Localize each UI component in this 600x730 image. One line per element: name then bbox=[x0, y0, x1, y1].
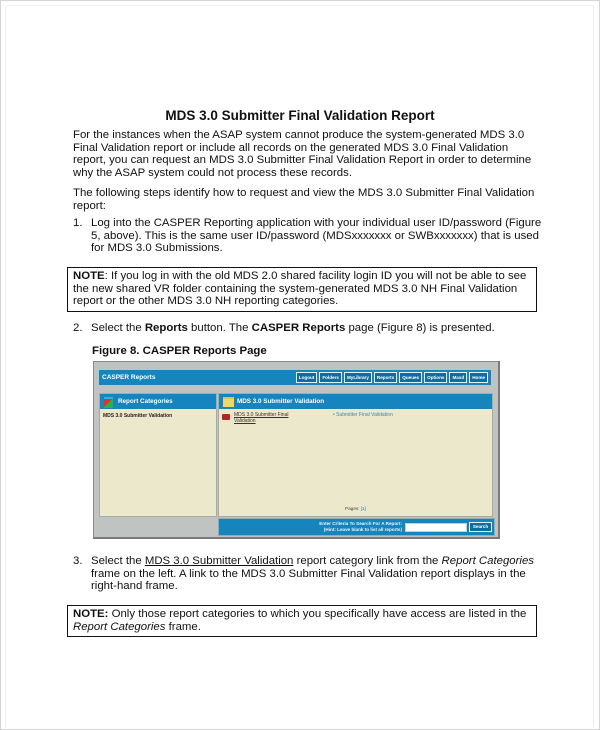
queues-button[interactable]: Queues bbox=[399, 372, 422, 383]
search-hint bbox=[319, 521, 402, 533]
step-text: Log into the CASPER Reporting application with your individual user ID/password (Figure 5, above). This is the same user ID/password (MDSxxxxxxx or SWBxxxxxxx) that is used for MDS 3.0 Submissions. bbox=[91, 217, 542, 255]
mds-submitter-validation-ref: MDS 3.0 Submitter Validation bbox=[144, 555, 294, 567]
step-text bbox=[91, 322, 543, 335]
note-label: NOTE: bbox=[73, 608, 109, 620]
reports-button[interactable]: Reports bbox=[374, 372, 397, 383]
mylibrary-button[interactable]: MyLibrary bbox=[344, 372, 372, 383]
note-box-login bbox=[67, 267, 537, 312]
folder-icon bbox=[223, 397, 234, 407]
pagination bbox=[219, 506, 492, 511]
casper-app-title: CASPER Reports bbox=[102, 374, 156, 381]
reports-button-ref: Reports bbox=[144, 322, 188, 334]
reports-list-title: MDS 3.0 Submitter Validation bbox=[237, 398, 325, 405]
options-button[interactable]: Options bbox=[424, 372, 447, 383]
note-label: NOTE bbox=[73, 270, 105, 282]
intro-paragraph: For the instances when the ASAP system cannot produce the system-generated MDS 3.0 Final Validation report or include all records on the generated MDS 3.0 Final Validation report, you can request an MDS 3.0 Submitter Final Validation Report in order to determine why the ASAP system could not process these records. bbox=[73, 129, 532, 179]
reports-list-header bbox=[219, 394, 492, 409]
note-text: frame. bbox=[165, 620, 201, 633]
step-text-part: frame on the left. A link to the MDS 3.0 Submitter Final Validation report displays in the right-hand frame. bbox=[91, 567, 526, 593]
step-text-part: Select the bbox=[91, 322, 145, 334]
folders-button[interactable]: Folders bbox=[319, 372, 342, 383]
report-description-text: Submitter Final Validation bbox=[336, 412, 393, 418]
casper-header-bar bbox=[99, 370, 491, 385]
document-title: MDS 3.0 Submitter Final Validation Report bbox=[165, 108, 435, 123]
report-categories-title: Report Categories bbox=[118, 398, 173, 405]
casper-reports-figure bbox=[93, 361, 500, 539]
maxd-button[interactable]: Maxd bbox=[449, 372, 467, 383]
step-text-part: button. The bbox=[187, 322, 252, 334]
search-hint-line1: Enter Criteria To Search For A Report: bbox=[319, 521, 402, 526]
category-link-mds-submitter-validation[interactable]: MDS 3.0 Submitter Validation bbox=[103, 413, 173, 419]
step-text-part: Select the bbox=[91, 555, 145, 567]
note-text: : If you log in with the old MDS 2.0 shared facility login ID you will not be able to see the new shared VR folder containing the system-generated MDS 3.0 NH Final Validation report or the other MDS 3.0 NH reporting categories. bbox=[73, 270, 527, 308]
report-icon bbox=[222, 414, 230, 420]
logout-button[interactable]: Logout bbox=[296, 372, 318, 383]
figure-caption: Figure 8. CASPER Reports Page bbox=[92, 345, 267, 357]
report-categories-icon bbox=[104, 397, 113, 408]
search-button[interactable]: Search bbox=[469, 522, 492, 532]
step-number: 3. bbox=[73, 555, 83, 567]
report-search-input[interactable] bbox=[405, 523, 467, 532]
report-link-final-validation[interactable]: MDS 3.0 Submitter Final Validation bbox=[234, 412, 289, 424]
step-text-part: report category link from the bbox=[293, 555, 442, 567]
step-text-part: page (Figure 8) is presented. bbox=[345, 322, 495, 334]
report-categories-panel bbox=[99, 393, 217, 517]
search-hint-line2: (Hint: Leave blank to list all reports) bbox=[323, 527, 402, 532]
step-number: 1. bbox=[73, 217, 83, 229]
step-number: 2. bbox=[73, 322, 83, 334]
report-search-bar bbox=[218, 518, 495, 536]
report-categories-ref: Report Categories bbox=[441, 555, 534, 567]
casper-nav bbox=[296, 372, 488, 383]
report-categories-header bbox=[100, 394, 216, 409]
casper-reports-ref: CASPER Reports bbox=[251, 322, 346, 334]
steps-intro: The following steps identify how to request and view the MDS 3.0 Submitter Final Validation report: bbox=[73, 187, 535, 212]
home-button[interactable]: Home bbox=[469, 372, 488, 383]
report-categories-ref: Report Categories bbox=[73, 620, 166, 633]
step-text bbox=[91, 555, 543, 593]
report-description: • Submitter Final Validation bbox=[333, 412, 393, 418]
note-box-access bbox=[67, 605, 537, 637]
page-link[interactable]: [1] bbox=[360, 506, 366, 511]
note-text: Only those report categories to which you specifically have access are listed in the bbox=[108, 608, 527, 620]
pages-label: Pages: bbox=[345, 506, 360, 511]
reports-list-panel bbox=[218, 393, 493, 517]
